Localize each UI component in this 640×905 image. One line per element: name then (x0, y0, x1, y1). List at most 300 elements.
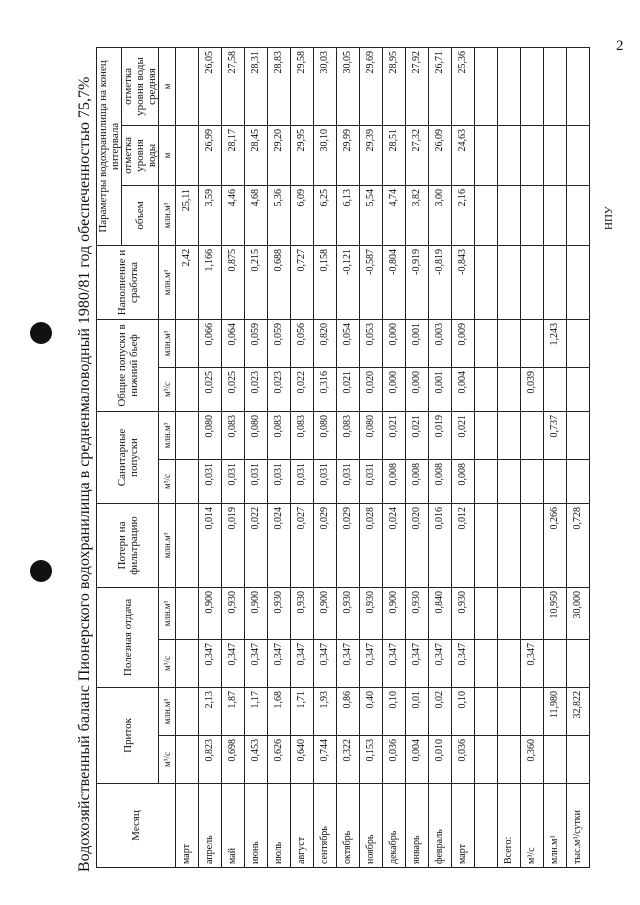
table-cell: 0,010 (429, 736, 452, 784)
row-label-cell: июнь (245, 784, 268, 868)
table-cell: 11,980 (544, 688, 567, 736)
table-cell: 0,158 (314, 245, 337, 319)
row-label-cell: июль (268, 784, 291, 868)
table-cell: 0,840 (429, 587, 452, 639)
table-cell (521, 587, 544, 639)
table-cell (544, 47, 567, 125)
table-cell: 1,93 (314, 688, 337, 736)
table-row (314, 47, 337, 867)
table-cell (176, 640, 199, 688)
table-cell (176, 587, 199, 639)
table-cell: 0,698 (222, 736, 245, 784)
empty-cell (475, 185, 498, 245)
table-cell: -0,804 (383, 245, 406, 319)
table-cell: 0,080 (199, 411, 222, 459)
table-cell: 0,727 (291, 245, 314, 319)
table-cell: 0,031 (314, 459, 337, 503)
table-row (360, 47, 383, 867)
table-cell: 0,008 (429, 459, 452, 503)
table-cell: 26,09 (429, 125, 452, 185)
header-params: Параметры водохранилища на конец интервала (97, 47, 122, 245)
table-row (337, 47, 360, 867)
table-cell: 0,930 (291, 587, 314, 639)
table-cell (544, 185, 567, 245)
table-cell: 0,10 (452, 688, 475, 736)
table-cell (521, 125, 544, 185)
table-cell (521, 459, 544, 503)
empty-cell (498, 185, 521, 245)
header-month: Месяц (97, 784, 176, 868)
table-cell: 28,95 (383, 47, 406, 125)
table-cell: 0,053 (360, 319, 383, 367)
table-cell: 0,036 (452, 736, 475, 784)
table-cell: 0,036 (383, 736, 406, 784)
row-label-cell: май (222, 784, 245, 868)
table-cell: 28,45 (245, 125, 268, 185)
empty-cell (475, 125, 498, 185)
table-cell: 0,029 (314, 503, 337, 587)
table-cell: 0,031 (337, 459, 360, 503)
table-cell: 0,347 (521, 640, 544, 688)
table-cell: 0,000 (383, 367, 406, 411)
table-cell: 0,031 (291, 459, 314, 503)
table-cell (176, 736, 199, 784)
unit-cell: м (159, 47, 176, 125)
table-cell: 1,68 (268, 688, 291, 736)
table-cell: 0,039 (521, 367, 544, 411)
header-level-avg: отметка уровня воды средняя (122, 47, 159, 125)
table-cell: 0,875 (222, 245, 245, 319)
table-cell: 0,001 (406, 319, 429, 367)
table-cell: 1,17 (245, 688, 268, 736)
table-cell: 5,36 (268, 185, 291, 245)
header-sanitary: Санитарные попуски (97, 411, 159, 503)
table-cell (521, 185, 544, 245)
table-cell: 0,347 (406, 640, 429, 688)
table-cell: 28,17 (222, 125, 245, 185)
unit-cell: млн.м³ (159, 503, 176, 587)
empty-cell (475, 640, 498, 688)
table-cell (521, 319, 544, 367)
table-cell (176, 319, 199, 367)
table-cell (521, 411, 544, 459)
table-cell: 29,95 (291, 125, 314, 185)
table-cell: 0,215 (245, 245, 268, 319)
table-cell: 0,027 (291, 503, 314, 587)
table-cell: 0,347 (222, 640, 245, 688)
table-cell: 0,008 (383, 459, 406, 503)
table-cell: 0,347 (360, 640, 383, 688)
empty-cell (475, 688, 498, 736)
table-cell: 0,001 (429, 367, 452, 411)
table-cell: 0,40 (360, 688, 383, 736)
empty-cell (498, 640, 521, 688)
table-cell: 0,930 (406, 587, 429, 639)
table-cell: 0,688 (268, 245, 291, 319)
table-row (383, 47, 406, 867)
table-cell (567, 640, 590, 688)
table-cell (521, 503, 544, 587)
unit-cell: м³/с (159, 640, 176, 688)
table-cell: 27,92 (406, 47, 429, 125)
empty-cell (475, 503, 498, 587)
table-cell: 0,031 (222, 459, 245, 503)
table-cell: 28,31 (245, 47, 268, 125)
table-cell: 0,028 (360, 503, 383, 587)
table-cell: 0,022 (245, 503, 268, 587)
table-cell (544, 459, 567, 503)
table-cell: 27,58 (222, 47, 245, 125)
punch-hole-bottom (30, 560, 52, 582)
table-cell: 28,51 (383, 125, 406, 185)
table-cell (544, 640, 567, 688)
table-cell: 4,46 (222, 185, 245, 245)
empty-cell (498, 459, 521, 503)
row-label-cell: апрель (199, 784, 222, 868)
table-cell: 0,003 (429, 319, 452, 367)
table-cell: 0,025 (222, 367, 245, 411)
table-cell: 0,153 (360, 736, 383, 784)
table-cell: 0,930 (360, 587, 383, 639)
empty-cell (498, 411, 521, 459)
table-cell (176, 459, 199, 503)
table-cell (521, 688, 544, 736)
empty-cell (475, 319, 498, 367)
table-row (222, 47, 245, 867)
table-cell: 0,347 (452, 640, 475, 688)
table-cell: 0,019 (222, 503, 245, 587)
table-cell: 26,99 (199, 125, 222, 185)
table-cell: 25,36 (452, 47, 475, 125)
table-cell: 0,930 (222, 587, 245, 639)
table-cell: 0,025 (199, 367, 222, 411)
row-label-cell: февраль (429, 784, 452, 868)
table-cell: 0,023 (245, 367, 268, 411)
unit-cell: млн.м³ (159, 245, 176, 319)
empty-cell (498, 319, 521, 367)
table-cell: -0,919 (406, 245, 429, 319)
table-cell: 0,10 (383, 688, 406, 736)
unit-cell: м³/с (159, 459, 176, 503)
table-cell: 0,014 (199, 503, 222, 587)
table-cell: 29,20 (268, 125, 291, 185)
row-label-cell: январь (406, 784, 429, 868)
table-cell: 0,360 (521, 736, 544, 784)
table-cell (567, 319, 590, 367)
table-cell: 0,000 (383, 319, 406, 367)
table-cell: 25,11 (176, 185, 199, 245)
table-cell: 0,347 (429, 640, 452, 688)
unit-cell: м³/с (159, 367, 176, 411)
rotated-table-wrapper (96, 48, 590, 868)
table-cell: 3,82 (406, 185, 429, 245)
table-cell: 0,031 (268, 459, 291, 503)
table-cell: 1,71 (291, 688, 314, 736)
table-cell: 0,021 (337, 367, 360, 411)
table-cell: 0,022 (291, 367, 314, 411)
table-cell (544, 125, 567, 185)
table-cell (567, 459, 590, 503)
table-cell: 10,950 (544, 587, 567, 639)
empty-cell (475, 459, 498, 503)
table-cell: 0,024 (268, 503, 291, 587)
header-fill: Наполнение и сработка (97, 245, 159, 319)
table-cell: 0,024 (383, 503, 406, 587)
table-row (245, 47, 268, 867)
table-cell: 0,009 (452, 319, 475, 367)
header-level: отметка уровня воды (122, 125, 159, 185)
empty-cell (475, 367, 498, 411)
table-cell: 0,453 (245, 736, 268, 784)
table-cell: 2,13 (199, 688, 222, 736)
table-cell: 1,166 (199, 245, 222, 319)
table-cell: 30,10 (314, 125, 337, 185)
table-cell: 0,021 (452, 411, 475, 459)
empty-cell (475, 587, 498, 639)
table-cell: 5,54 (360, 185, 383, 245)
table-cell: 27,32 (406, 125, 429, 185)
empty-cell (498, 367, 521, 411)
table-cell (521, 245, 544, 319)
table-cell: 2,16 (452, 185, 475, 245)
table-cell: 0,347 (337, 640, 360, 688)
table-row (291, 47, 314, 867)
empty-cell (475, 47, 498, 125)
empty-cell (475, 736, 498, 784)
unit-cell: млн.м³ (159, 587, 176, 639)
empty-cell (475, 784, 498, 868)
table-cell (176, 367, 199, 411)
table-cell: 0,083 (268, 411, 291, 459)
table-cell: 0,031 (245, 459, 268, 503)
unit-cell: м (159, 125, 176, 185)
table-cell: 0,056 (291, 319, 314, 367)
empty-cell (498, 736, 521, 784)
table-cell: 0,080 (245, 411, 268, 459)
table-cell (176, 47, 199, 125)
table-cell: 3,00 (429, 185, 452, 245)
table-cell (176, 688, 199, 736)
table-row (544, 47, 567, 867)
empty-cell (498, 688, 521, 736)
row-label-cell: март (176, 784, 199, 868)
table-cell: 26,71 (429, 47, 452, 125)
table-cell: 0,019 (429, 411, 452, 459)
table-row (452, 47, 475, 867)
table-cell: 29,39 (360, 125, 383, 185)
table-cell: 0,004 (406, 736, 429, 784)
empty-cell (498, 125, 521, 185)
table-cell: 28,83 (268, 47, 291, 125)
table-cell: 0,322 (337, 736, 360, 784)
table-cell: 0,004 (452, 367, 475, 411)
table-cell: 0,031 (360, 459, 383, 503)
table-row (429, 47, 452, 867)
table-cell (544, 736, 567, 784)
table-cell: -0,587 (360, 245, 383, 319)
table-cell: 3,59 (199, 185, 222, 245)
table-cell: 0,640 (291, 736, 314, 784)
table-cell: 0,029 (337, 503, 360, 587)
table-cell: 6,09 (291, 185, 314, 245)
totals-label: Всего: (498, 784, 521, 868)
table-cell: 0,744 (314, 736, 337, 784)
table-cell: 0,016 (429, 503, 452, 587)
table-cell: 29,99 (337, 125, 360, 185)
row-label-cell: август (291, 784, 314, 868)
table-cell: 0,012 (452, 503, 475, 587)
table-cell: 0,059 (268, 319, 291, 367)
table-cell (567, 185, 590, 245)
page-number: 2 (616, 38, 624, 54)
table-cell (544, 367, 567, 411)
table-cell: 32,822 (567, 688, 590, 736)
table-cell: 2,42 (176, 245, 199, 319)
table-cell: 0,900 (245, 587, 268, 639)
table-cell: 6,25 (314, 185, 337, 245)
table-cell: 0,01 (406, 688, 429, 736)
row-label-cell: ноябрь (360, 784, 383, 868)
table-cell: 4,74 (383, 185, 406, 245)
table-cell: 0,347 (199, 640, 222, 688)
header-inflow: Приток (97, 688, 159, 784)
row-label-cell: м³/с (521, 784, 544, 868)
unit-cell: млн.м³ (159, 688, 176, 736)
table-cell: 0,083 (291, 411, 314, 459)
table-cell: 0,031 (199, 459, 222, 503)
table-cell (521, 47, 544, 125)
table-cell (567, 736, 590, 784)
unit-cell: млн.м³ (159, 411, 176, 459)
spacer-row (475, 47, 498, 867)
table-cell: 0,080 (360, 411, 383, 459)
table-cell: 6,13 (337, 185, 360, 245)
unit-cell: м³/с (159, 736, 176, 784)
table-cell: 0,023 (268, 367, 291, 411)
table-cell (567, 47, 590, 125)
table-cell: 1,87 (222, 688, 245, 736)
table-body (176, 47, 590, 867)
table-cell: 0,900 (383, 587, 406, 639)
table-cell: 0,316 (314, 367, 337, 411)
table-cell: -0,843 (452, 245, 475, 319)
side-note: НПУ (603, 206, 615, 230)
table-cell: 0,347 (314, 640, 337, 688)
row-label-cell: млн.м³ (544, 784, 567, 868)
table-cell: -0,819 (429, 245, 452, 319)
table-cell: 0,347 (268, 640, 291, 688)
header-useful: Полезная отдача (97, 587, 159, 687)
row-label-cell: декабрь (383, 784, 406, 868)
table-cell: 0,064 (222, 319, 245, 367)
table-cell: 29,69 (360, 47, 383, 125)
table-cell: 0,266 (544, 503, 567, 587)
header-filtration: Потери на фильтрацию (97, 503, 159, 587)
table-row (567, 47, 590, 867)
table-cell: 0,347 (245, 640, 268, 688)
table-cell: 1,243 (544, 319, 567, 367)
table-cell (176, 503, 199, 587)
empty-cell (498, 503, 521, 587)
table-cell: 30,05 (337, 47, 360, 125)
table-cell (567, 367, 590, 411)
table-cell (544, 245, 567, 319)
empty-cell (475, 245, 498, 319)
document-title: Водохозяйственный баланс Пионерского водохранилища в средненмаловодный 1980/81 год обеспеченностью 75,7% (76, 76, 93, 872)
table-cell (176, 411, 199, 459)
table-cell: 0,008 (406, 459, 429, 503)
row-label-cell: октябрь (337, 784, 360, 868)
table-cell: 0,083 (222, 411, 245, 459)
table-cell: 0,347 (291, 640, 314, 688)
table-row (521, 47, 544, 867)
row-label-cell: тыс.м³/сутки (567, 784, 590, 868)
header-total-release: Общие попуски в нижний бьеф (97, 319, 159, 411)
table-cell: 0,900 (314, 587, 337, 639)
table-cell: 0,000 (406, 367, 429, 411)
table-cell: 0,02 (429, 688, 452, 736)
empty-cell (475, 411, 498, 459)
table-cell: 0,347 (383, 640, 406, 688)
table-cell: 0,737 (544, 411, 567, 459)
table-cell: 0,080 (314, 411, 337, 459)
table-row (406, 47, 429, 867)
empty-cell (498, 47, 521, 125)
table-cell: 0,930 (452, 587, 475, 639)
table-cell: 0,823 (199, 736, 222, 784)
table-cell: 0,020 (360, 367, 383, 411)
table-cell: 0,054 (337, 319, 360, 367)
table-cell: 30,000 (567, 587, 590, 639)
table-cell: 0,008 (452, 459, 475, 503)
table-cell: 24,63 (452, 125, 475, 185)
empty-cell (498, 587, 521, 639)
table-cell: 0,020 (406, 503, 429, 587)
water-balance-table (96, 47, 590, 868)
table-cell: 4,68 (245, 185, 268, 245)
unit-cell: млн.м³ (159, 185, 176, 245)
table-row (268, 47, 291, 867)
table-cell (567, 411, 590, 459)
table-cell: 30,03 (314, 47, 337, 125)
table-cell: 0,059 (245, 319, 268, 367)
unit-cell: млн.м³ (159, 319, 176, 367)
table-cell (176, 125, 199, 185)
header-volume: объем (122, 185, 159, 245)
table-row (176, 47, 199, 867)
table-cell: 0,083 (337, 411, 360, 459)
table-cell: 0,021 (406, 411, 429, 459)
table-cell: 0,066 (199, 319, 222, 367)
empty-cell (498, 245, 521, 319)
table-cell: 0,021 (383, 411, 406, 459)
table-cell (567, 245, 590, 319)
table-cell: 29,58 (291, 47, 314, 125)
table-cell: 26,05 (199, 47, 222, 125)
table-cell: 0,728 (567, 503, 590, 587)
table-cell: 0,820 (314, 319, 337, 367)
table-cell: 0,900 (199, 587, 222, 639)
table-row (199, 47, 222, 867)
punch-hole-top (30, 322, 52, 344)
table-cell (567, 125, 590, 185)
totals-label-row (498, 47, 521, 867)
table-cell: 0,930 (268, 587, 291, 639)
table-cell: 0,930 (337, 587, 360, 639)
table-cell: 0,86 (337, 688, 360, 736)
row-label-cell: сентябрь (314, 784, 337, 868)
table-cell: -0,121 (337, 245, 360, 319)
